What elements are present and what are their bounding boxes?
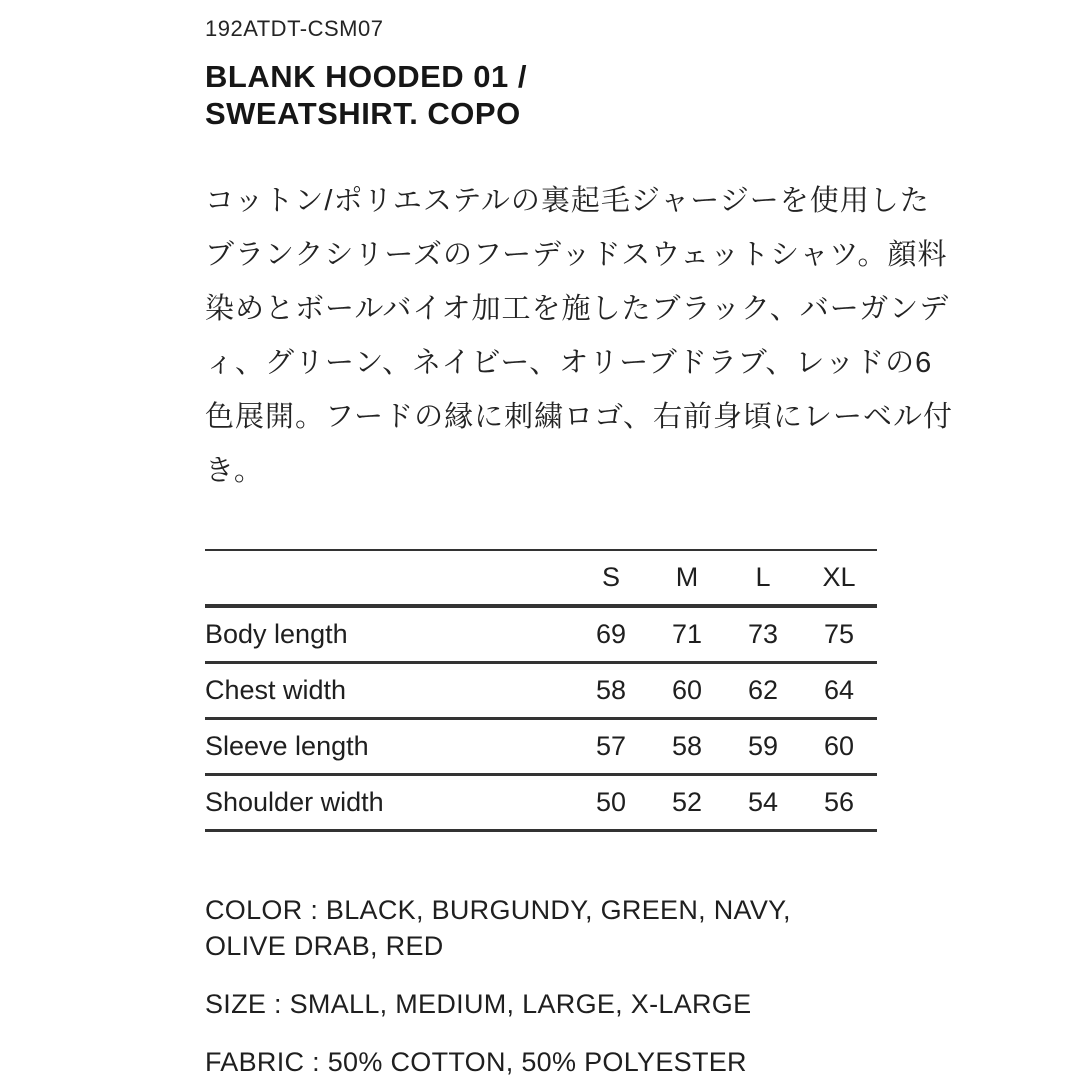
row-label: Chest width [205,674,347,705]
row-label: Shoulder width [205,786,384,817]
detail-fabric: FABRIC : 50% COTTON, 50% POLYESTER [205,1046,747,1077]
size-value: 50 [595,786,627,817]
size-value: 73 [747,618,779,649]
detail-size: SIZE : SMALL, MEDIUM, LARGE, X-LARGE [205,988,752,1019]
description-line: 色展開。フードの縁に刺繍ロゴ、右前身頃にレーベル付 [205,401,953,433]
size-value: 57 [595,730,627,761]
size-value: 59 [747,730,779,761]
row-label: Sleeve length [205,730,369,761]
product-description [205,174,953,498]
detail-color: COLOR : BLACK, BURGUNDY, GREEN, NAVY, OLIVE DRAB, RED [205,894,791,961]
size-chart-table [205,549,877,832]
size-col-header-s: S [601,562,620,592]
table-row-shoulder-width [205,774,877,830]
size-value: 60 [671,674,703,705]
product-detail-page [205,0,953,1080]
size-value: 56 [823,786,855,817]
table-row-body-length [205,606,877,662]
description-line: 染めとボールバイオ加工を施したブラック、バーガンデ [205,293,950,325]
size-value: 58 [671,730,703,761]
size-chart-corner-cell [205,550,573,606]
size-col-header-xl: XL [822,562,856,592]
product-details [205,892,877,1080]
size-value: 64 [823,674,855,705]
size-value: 60 [823,730,855,761]
table-row-sleeve-length [205,718,877,774]
size-value: 71 [671,618,703,649]
description-line: ブランクシリーズのフーデッドスウェットシャツ。顔料 [205,239,948,271]
size-value: 69 [595,618,627,649]
size-value: 54 [747,786,779,817]
product-title-line-1: BLANK HOODED 01 / [205,59,527,94]
size-value: 62 [747,674,779,705]
row-label: Body length [205,618,348,649]
description-line: ィ、グリーン、ネイビー、オリーブドラブ、レッドの6 [205,347,933,379]
size-value: 75 [823,618,855,649]
size-value: 58 [595,674,627,705]
product-code: 192ATDT-CSM07 [205,16,384,41]
size-col-header-m: M [675,562,699,592]
size-col-header-l: L [755,562,771,592]
table-row-chest-width [205,662,877,718]
product-title [205,58,877,132]
description-line: き。 [205,455,264,487]
description-line: コットン/ポリエステルの裏起毛ジャージーを使用した [205,185,930,217]
size-chart-header-row [205,550,877,606]
size-value: 52 [671,786,703,817]
product-title-line-2: SWEATSHIRT. COPO [205,96,521,131]
